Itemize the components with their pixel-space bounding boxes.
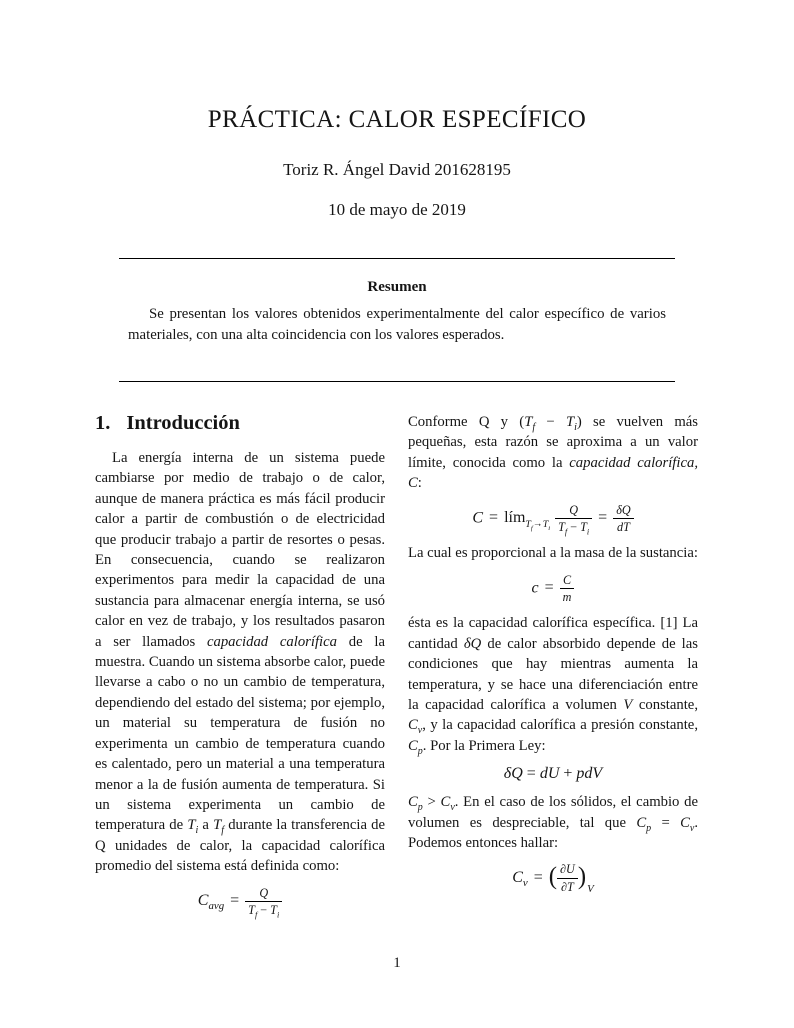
formula-lhs: [512, 868, 528, 890]
formula-avg-heat-capacity: [95, 886, 385, 918]
intro-paragraph-1: La energía interna de un sistema puede cambiarse por medio de trabajo o de calor, aunque de manera práctica es más fácil producir calor a partir de combustión o de electricidad que producir trabajo a partir de resortes o pesas. En consecuencia, cuando se realizaron experimentos para medir la capacidad de una sustancia para almacenar energía interna, se usó calor en vez de trabajo, y los resultados pasaron a ser llamados capacidad calorífica de la muestra. Cuando un sistema absorbe calor, puede llevarse a cabo o no un cambio de temperatura, dependiendo del estado del sistema; por ejemplo, un material su temperatura de fusión no experimenta un cambio de temperatura cuando es calentado, pero un material a una temperatura menor a la de fusión aumenta de temperatura. Si un sistema experimenta un cambio de temperatura de $T_i$ a $T_f$ durante la transferencia de Q unidades de calor, la capacidad calorífica promedio del sistema está definida como:: [95, 450, 385, 875]
section-number: 1.: [95, 412, 111, 434]
denominator: [613, 519, 633, 534]
math-var: $C_v$: [440, 794, 455, 814]
subscript: avg: [208, 900, 225, 913]
math-var: $C_{avg}$: [197, 892, 225, 913]
subscript: i: [586, 527, 590, 537]
math-var: C: [563, 572, 572, 587]
italic-text: capacidad calorífica, C: [408, 454, 698, 492]
subscript: v: [689, 822, 695, 834]
paper-author: Toriz R. Ángel David 201628195: [283, 160, 511, 179]
abstract-rule-bottom: [119, 381, 675, 382]
math-var: $C_v$: [680, 814, 695, 834]
math-var: $C_p$: [636, 814, 652, 834]
formula-cv-partial: [408, 862, 698, 894]
fraction: [557, 862, 578, 894]
subscript: f: [532, 421, 536, 433]
open-paren: (: [548, 863, 558, 891]
math-var: $C_p$: [408, 794, 423, 814]
close-paren: ): [577, 863, 587, 891]
formula-specific-capacity: [408, 573, 698, 605]
paper-title: PRÁCTICA: CALOR ESPECÍFICO: [207, 106, 587, 133]
math-var: dT: [616, 519, 630, 534]
subscript: p: [646, 822, 652, 834]
math-var: pdV: [576, 765, 603, 783]
math-var: $C_p$: [408, 737, 423, 757]
denominator: [560, 589, 575, 604]
two-column-body: [95, 412, 699, 926]
subscript: f: [221, 825, 225, 837]
denominator: [557, 879, 578, 894]
math-var: $T_f$: [525, 518, 533, 532]
equals-sign: =: [544, 579, 554, 597]
equals-sign: =: [489, 509, 499, 527]
lim-operator: lím: [504, 509, 526, 527]
title-block: [0, 0, 794, 220]
intro-paragraph-2: Conforme Q y $(T_f - T_i)$ se vuelven más pequeñas, esta razón se aproxima a un valor límite, conocida como la capacidad calorífica, C:: [408, 414, 698, 492]
fraction: [560, 573, 575, 605]
subscript: v: [522, 877, 528, 890]
math-var: δQ: [463, 635, 482, 652]
right-column: [408, 412, 698, 904]
math-var: c: [531, 579, 539, 597]
formula-first-law: [408, 765, 698, 783]
denominator: $T_f - T_i$: [558, 519, 590, 537]
math-var: $C_v$: [512, 868, 528, 890]
numerator: [245, 886, 282, 902]
italic-text: capacidad calorífica: [206, 633, 337, 650]
math-var: $T_i$: [565, 414, 577, 433]
abstract-section: [128, 279, 666, 345]
math-var: $T_i$: [580, 519, 590, 537]
denominator: $T_f - T_i$: [248, 902, 280, 920]
math-var: ∂T: [561, 879, 574, 894]
formula-body: δQ = dU + pdV: [503, 765, 603, 783]
numerator: [560, 573, 575, 589]
numerator: [613, 503, 633, 519]
intro-paragraph-5: $C_p > C_v$. En el caso de los sólidos, el cambio de volumen es despreciable, tal que $C_p = C_v$. Podemos entonces hallar:: [408, 794, 698, 852]
math-var: $T_f$: [558, 519, 568, 537]
subscript: v: [450, 802, 455, 814]
math-var: Q: [259, 885, 269, 900]
abstract-body: Se presentan los valores obtenidos experimentalmente del calor específico de varios materiales, con una alta coincidencia con los valores esperados.: [128, 306, 666, 343]
math-var: dU: [539, 765, 560, 783]
subscript: v: [417, 725, 423, 737]
math-var: $T_i$: [542, 518, 551, 532]
equals-sign: =: [598, 509, 608, 527]
left-column: [95, 412, 385, 926]
subscript: p: [417, 802, 423, 814]
abstract-heading: Resumen: [367, 279, 427, 295]
fraction: [613, 503, 633, 535]
subscript: p: [417, 745, 423, 757]
subscript: i: [276, 910, 280, 920]
subscript: f: [530, 524, 533, 532]
math-var: V: [623, 697, 633, 714]
fraction: [555, 503, 592, 535]
formula-capacity-limit: [408, 503, 698, 535]
paper-date: 10 de mayo de 2019: [328, 200, 466, 219]
formula-lhs: [472, 509, 483, 526]
subscript: f: [254, 910, 258, 920]
subscript: i: [548, 524, 551, 532]
math-var: C: [472, 509, 484, 527]
math-var: δQ: [503, 765, 523, 783]
math-var: $T_i$: [187, 817, 199, 837]
numerator: [557, 862, 578, 878]
math-var: $T_i$: [270, 902, 280, 920]
math-var: Q: [569, 502, 579, 517]
fraction: [245, 886, 282, 918]
math-var: $C_v$: [408, 717, 423, 737]
math-var: δQ: [616, 502, 631, 517]
intro-paragraph-3: La cual es proporcional a la masa de la sustancia:: [408, 545, 698, 562]
formula-lhs: [532, 579, 539, 596]
subscript: i: [574, 421, 577, 433]
subscript: i: [195, 825, 199, 837]
math-var: m: [562, 590, 572, 605]
paren-subscript: V: [587, 882, 594, 895]
abstract-rule-top: [119, 258, 675, 259]
limit-group: [504, 509, 551, 532]
lim-subscript: Tf→Ti: [525, 518, 551, 532]
subscript: f: [564, 527, 568, 537]
math-var: $T_f$: [248, 902, 258, 920]
equals-sign: =: [533, 868, 543, 886]
math-var: ∂U: [560, 862, 575, 877]
equals-sign: =: [230, 892, 240, 910]
formula-lhs: [197, 892, 225, 913]
section-title: Introducción: [126, 412, 240, 434]
intro-paragraph-4: ésta es la capacidad calorífica específica. [1] La cantidad δQ de calor absorbido depende de las condiciones que hay mientras aumenta la temperatura, y se hace una diferenciación entre la capacidad calorífica a volumen V constante, $C_v$, y la capacidad calorífica a presión constante, $C_p$. Por la Primera Ley:: [408, 615, 698, 757]
page-number: 1: [393, 955, 401, 971]
math-var: $T_f$: [213, 817, 225, 837]
section-1-heading: [95, 412, 385, 435]
page-footer: [0, 955, 794, 972]
numerator: [555, 503, 592, 519]
math-var: $T_f$: [524, 414, 536, 433]
